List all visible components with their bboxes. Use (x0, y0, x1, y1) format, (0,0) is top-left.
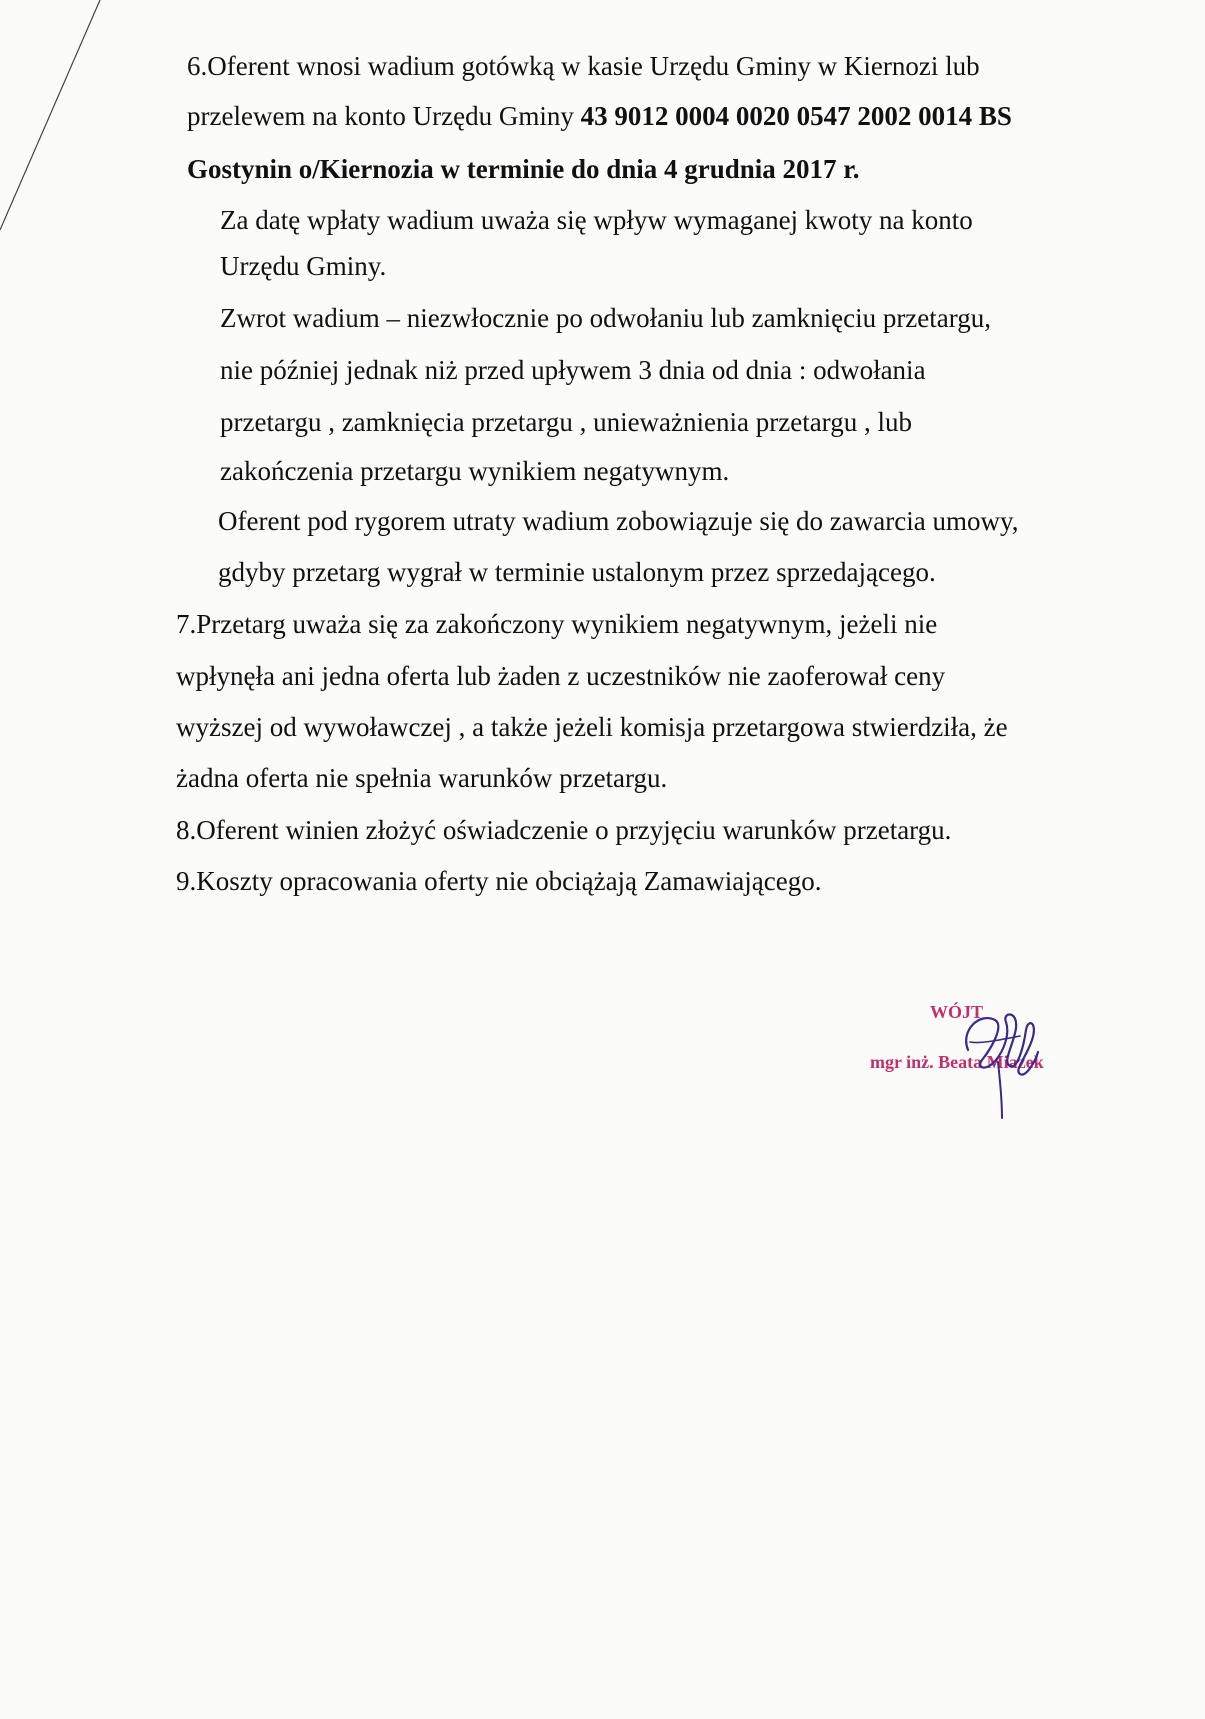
bank-account-number: 43 9012 0004 0020 0547 2002 0014 BS (580, 101, 1012, 131)
signature-block (870, 1000, 1090, 1130)
item6-line10: Oferent pod rygorem utraty wadium zobowiązuje się do zawarcia umowy, (218, 506, 1019, 536)
item7-line3: wyższej od wywoławczej , a także jeżeli komisja przetargowa stwierdziła, że (176, 712, 1008, 742)
stamp-name: mgr inż. Beata Miazek (870, 1052, 1044, 1072)
item7-line1: 7.Przetarg uważa się za zakończony wynikiem negatywnym, jeżeli nie (176, 609, 938, 639)
item6-line8: przetargu , zamknięcia przetargu , unieważnienia przetargu , lub (220, 407, 912, 437)
item6-line5: Urzędu Gminy. (220, 251, 387, 281)
item6-line7: nie później jednak niż przed upływem 3 dnia od dnia : odwołania (220, 355, 926, 385)
item6-line4: Za datę wpłaty wadium uważa się wpływ wymaganej kwoty na konto (220, 205, 973, 235)
item6-line11: gdyby przetarg wygrał w terminie ustalonym przez sprzedającego. (218, 557, 936, 587)
item6-line3: Gostynin o/Kiernozia w terminie do dnia 4 grudnia 2017 r. (187, 154, 860, 184)
item6-line2 (187, 103, 1012, 130)
item8: 8.Oferent winien złożyć oświadczenie o przyjęciu warunków przetargu. (176, 815, 952, 845)
page-corner-fold (0, 0, 110, 240)
item9: 9.Koszty opracowania oferty nie obciążają Zamawiającego. (176, 866, 822, 896)
item6-line1: 6.Oferent wnosi wadium gotówką w kasie Urzędu Gminy w Kiernozi lub (187, 51, 980, 81)
item6-line6: Zwrot wadium – niezwłocznie po odwołaniu lub zamknięciu przetargu, (220, 303, 992, 333)
handwritten-signature (940, 1000, 1060, 1125)
item7-line2: wpłynęła ani jedna oferta lub żaden z uczestników nie zaoferował ceny (176, 661, 946, 691)
item7-line4: żadna oferta nie spełnia warunków przetargu. (176, 763, 668, 793)
item6-line9: zakończenia przetargu wynikiem negatywnym. (220, 456, 730, 486)
stamp-title: WÓJT (930, 1002, 984, 1022)
item6-line2-text: przelewem na konto Urzędu Gminy (187, 101, 581, 131)
